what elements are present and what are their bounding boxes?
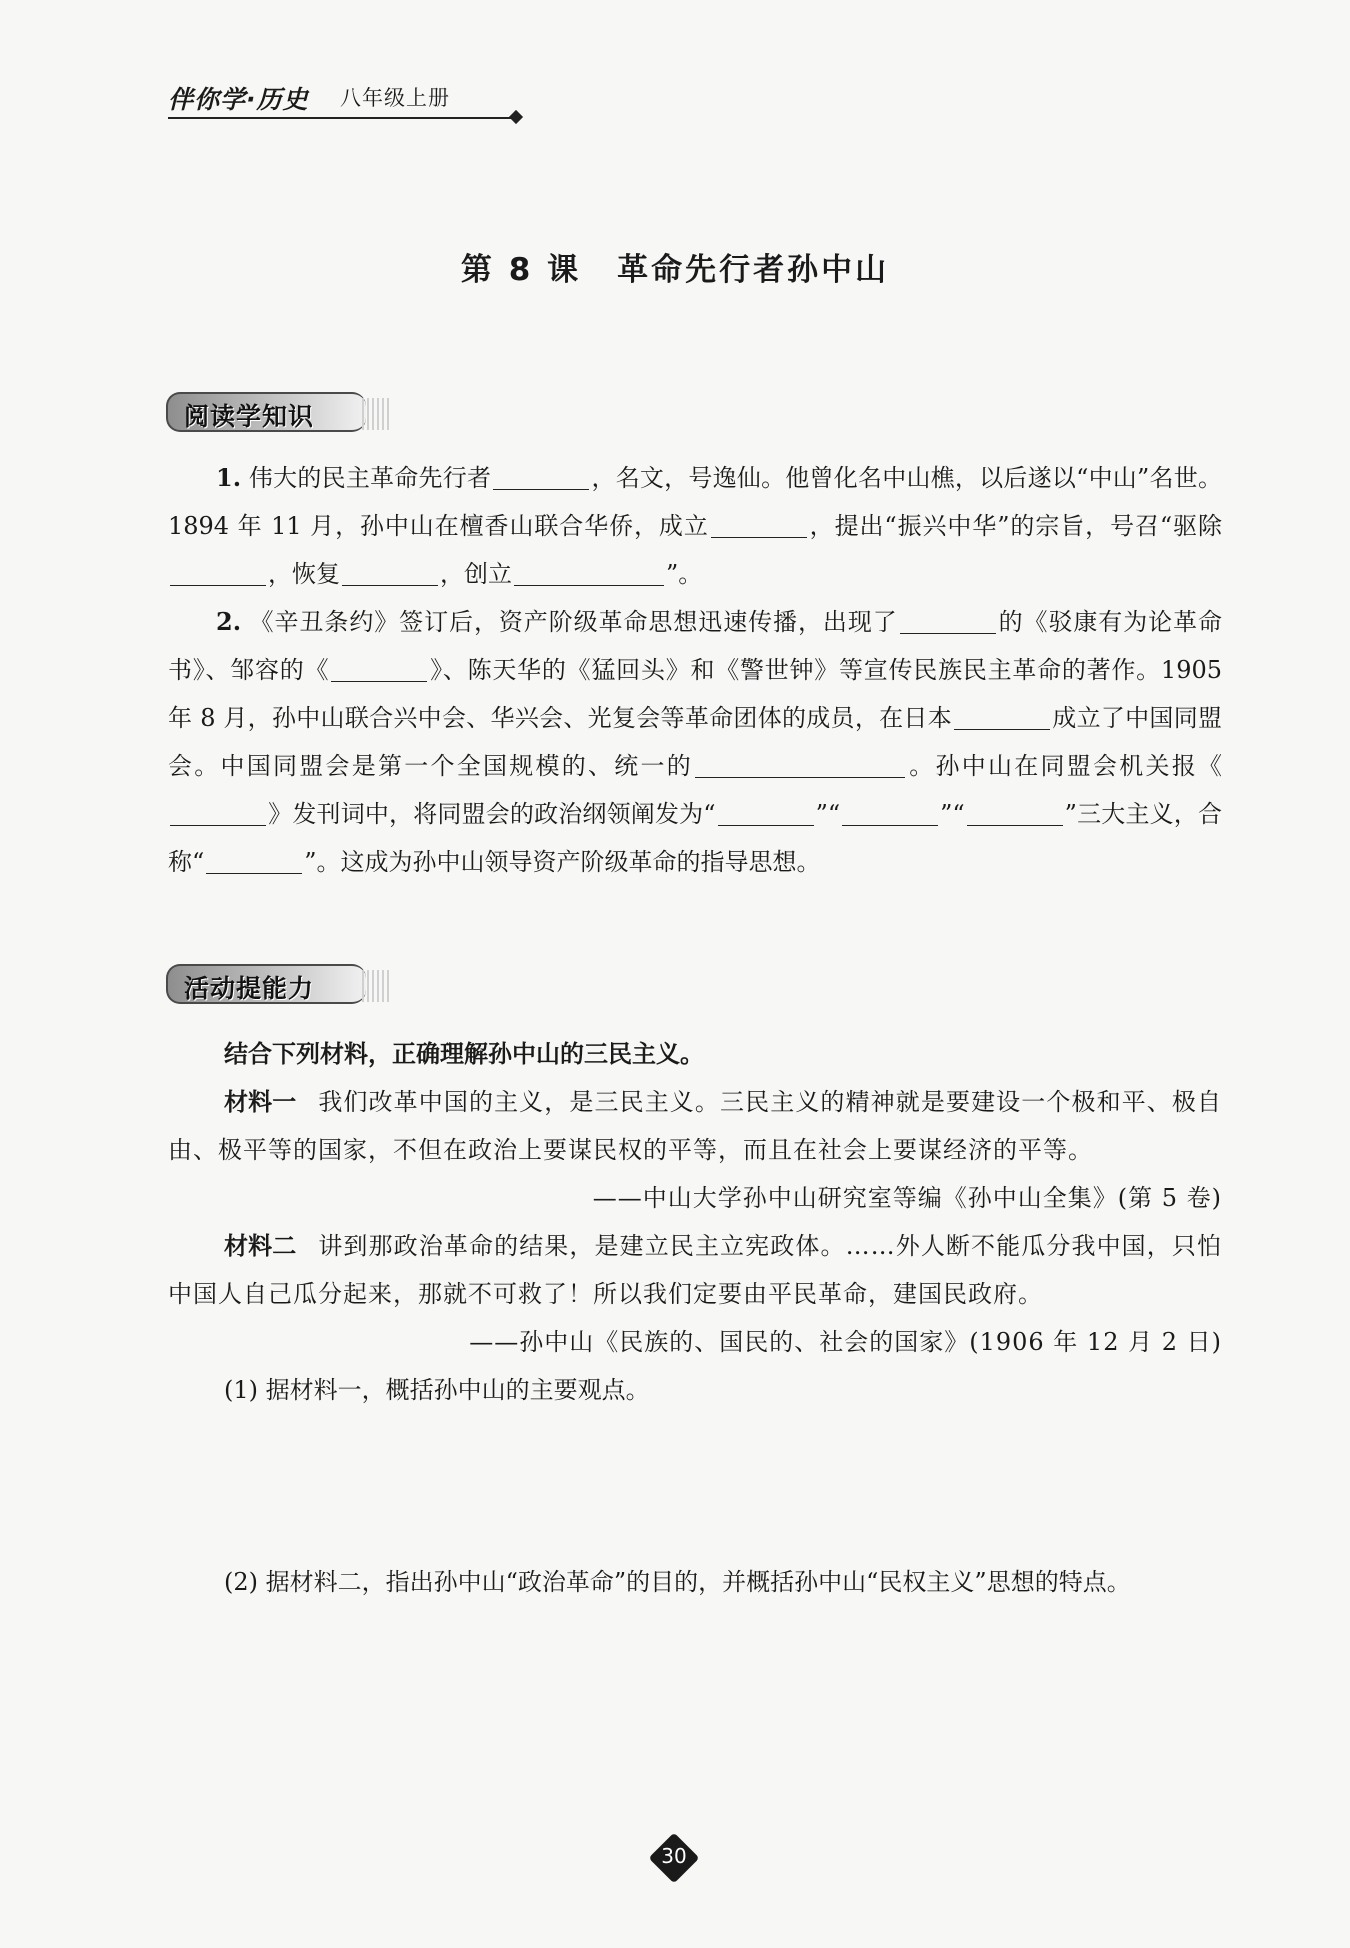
question-text: 》、陈天华的《猛回头》和《警世钟》等宣传民族民主革命的著作。1905 年 8 月，孙中山联合兴中会、华兴会、光复会等革命团体的成员，在日本 [168,656,1222,732]
lesson-title [0,244,1350,289]
answer-space[interactable] [168,1414,1222,1558]
question-text: 的《驳康有为论革命书》、邹容的《 [168,608,1222,684]
question-text: 成立了中国同盟会。中国同盟会是第一个全国规模的、统一的 [168,704,1223,780]
activity-section [168,1030,1222,1606]
question-text: 。孙中山在同盟会机关报《 [907,752,1222,780]
section-badge-label: 活动提能力 [184,974,315,1003]
section-badge-activity [166,964,386,1008]
material-text: 讲到那政治革命的结果，是建立民主立宪政体。……外人断不能瓜分我中国，只怕中国人自己瓜分起来，那就不可救了！所以我们定要由平民革命，建国民政府。 [168,1232,1223,1308]
section-badge-label: 阅读学知识 [184,402,315,431]
grade-label: 八年级上册 [340,86,450,110]
question-text: ，创立 [440,560,512,588]
question-text: ”“ [940,800,965,828]
question-number: 2. [216,607,242,636]
page-number-badge [654,1838,696,1880]
activity-instruction: 结合下列材料，正确理解孙中山的三民主义。 [224,1040,704,1068]
answer-blank[interactable] [331,657,427,682]
material-2-source: ——孙中山《民族的、国民的、社会的国家》(1906 年 12 月 2 日) [469,1328,1222,1356]
answer-blank[interactable] [170,561,266,586]
question-text: ”三大主义，合称“ [168,800,1222,876]
question-2 [168,598,1222,886]
running-header [168,80,528,114]
question-text: ，提出“振兴中华”的宗旨，号召“驱除 [808,512,1222,540]
question-text: ”“ [815,800,841,828]
page-number: 30 [661,1844,687,1868]
material-1 [168,1078,1222,1174]
answer-blank[interactable] [695,753,905,778]
lesson-name: 革命先行者孙中山 [617,252,890,288]
material-text: 我们改革中国的主义，是三民主义。三民主义的精神就是要建设一个极和平、极自由、极平等的国家，不但在政治上要谋民权的平等，而且在社会上要谋经济的平等。 [168,1088,1223,1164]
answer-blank[interactable] [900,609,996,634]
question-text: ”。这成为孙中山领导资产阶级革命的指导思想。 [304,848,821,876]
question-number: 1. [216,463,242,492]
question-text: ，恢复 [268,560,340,588]
lesson-number: 第 8 课 [460,252,582,288]
diamond-icon [509,110,523,124]
material-label: 材料一 [224,1088,297,1116]
answer-blank[interactable] [842,801,938,826]
answer-blank[interactable] [206,849,302,874]
series-title: 伴你学·历史 [168,85,309,114]
question-text: 《辛丑条约》签订后，资产阶级革命思想迅速传播，出现了 [249,608,898,636]
answer-blank[interactable] [170,801,266,826]
answer-blank[interactable] [718,801,814,826]
section-badge-reading [166,392,386,436]
answer-blank[interactable] [967,801,1063,826]
answer-blank[interactable] [493,465,589,490]
answer-blank[interactable] [514,561,664,586]
question-text: ，名文，号逸仙。他曾化名中山樵，以后遂以“中山”名世。1894 年 11 月，孙中山在檀香山联合华侨，成立 [168,464,1222,540]
material-label: 材料二 [224,1232,297,1260]
reading-section [168,454,1222,886]
activity-question-1: (1) 据材料一，概括孙中山的主要观点。 [224,1376,650,1404]
material-2 [168,1222,1222,1318]
material-1-source: ——中山大学孙中山研究室等编《孙中山全集》(第 5 卷) [592,1184,1222,1212]
question-text: ”。 [666,560,703,588]
question-1 [168,454,1222,598]
answer-blank[interactable] [954,705,1050,730]
activity-question-2: (2) 据材料二，指出孙中山“政治革命”的目的，并概括孙中山“民权主义”思想的特点。 [224,1568,1131,1596]
answer-blank[interactable] [711,513,807,538]
answer-blank[interactable] [342,561,438,586]
header-rule [168,117,518,119]
question-text: 伟大的民主革命先行者 [248,464,492,492]
question-text: 》发刊词中，将同盟会的政治纲领阐发为“ [268,800,716,828]
